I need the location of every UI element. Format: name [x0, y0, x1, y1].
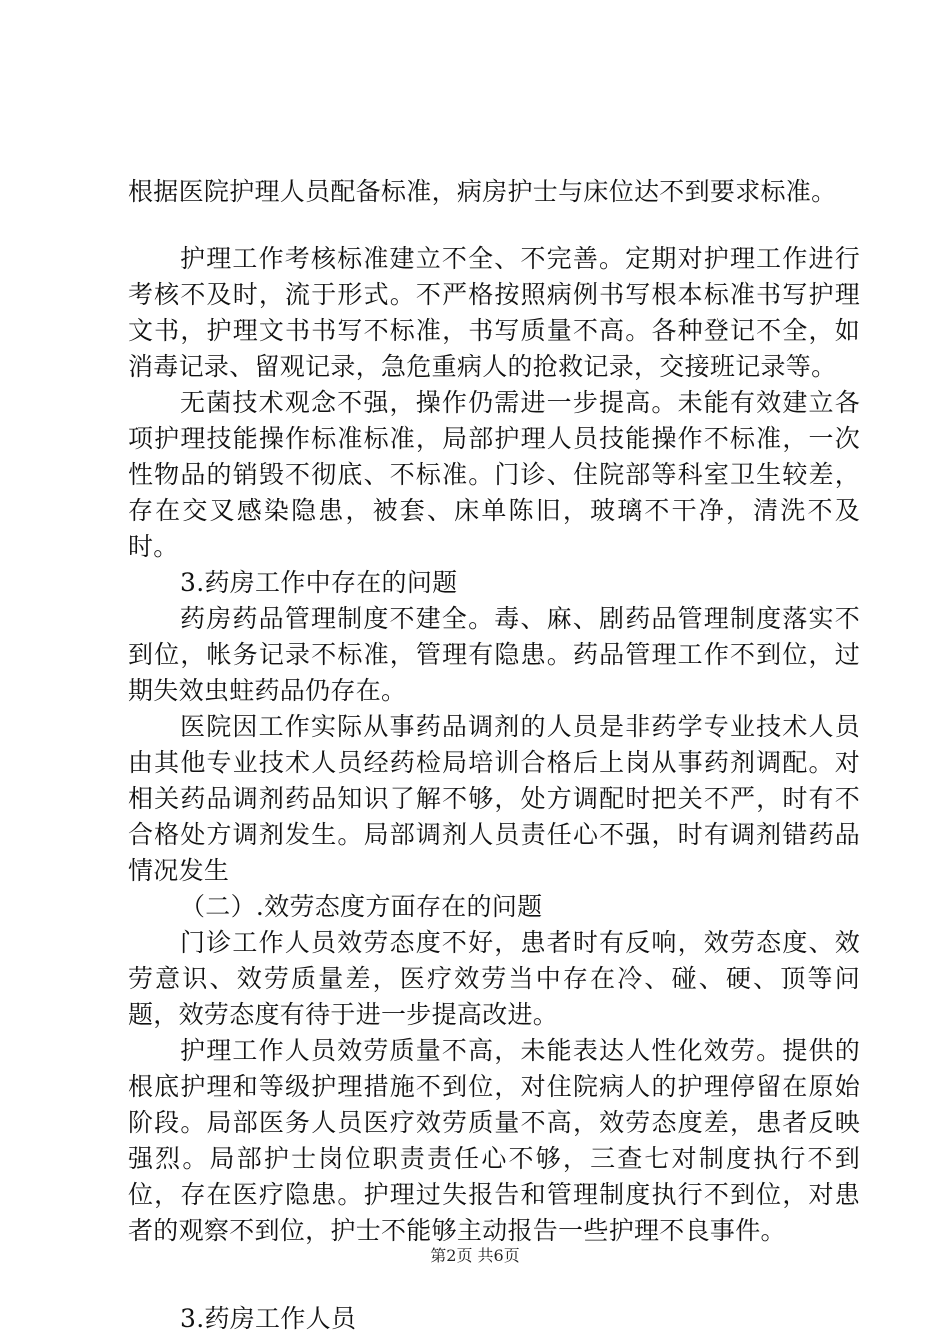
heading-pharmacy-issues: 3.药房工作中存在的问题 [180, 568, 458, 597]
paragraph-nursing-service: 护理工作人员效劳质量不高，未能表达人性化效劳。提供的根底护理和等级护理措施不到位，对住院病人的护理停留在原始阶段。局部医务人员医疗效劳质量不高，效劳态度差，患者反映强烈。局部护士岗位职责责任心不够，三查七对制度执行不到位，存在医疗隐患。护理过失报告和管理制度执行不到位，对患者的观察不到位，护士不能够主动报告一些护理不良事件。 [128, 1036, 860, 1245]
page-number-footer: 第2页 共6页 [430, 1246, 520, 1265]
paragraph-nursing-assessment: 护理工作考核标准建立不全、不完善。定期对护理工作进行考核不及时，流于形式。不严格按照病例书写根本标准书写护理文书，护理文书书写不标准，书写质量不高。各种登记不全，如消毒记录、留观记录，急危重病人的抢救记录，交接班记录等。 [128, 244, 860, 381]
document-body [128, 174, 860, 1337]
paragraph-aseptic-technique: 无菌技术观念不强，操作仍需进一步提高。未能有效建立各项护理技能操作标准标准，局部护理人员技能操作不标准，一次性物品的销毁不彻底、不标准。门诊、住院部等科室卫生较差，存在交叉感染隐患，被套、床单陈旧，玻璃不干净，清洗不及时。 [128, 388, 860, 561]
paragraph-staffing: 根据医院护理人员配备标准，病房护士与床位达不到要求标准。 [128, 177, 837, 206]
paragraph-pharmacy-management: 药房药品管理制度不建全。毒、麻、剧药品管理制度落实不到位，帐务记录不标准，管理有隐患。药品管理工作不到位，过期失效虫蛀药品仍存在。 [128, 604, 860, 705]
heading-service-attitude: （二）.效劳态度方面存在的问题 [180, 892, 543, 921]
paragraph-outpatient-service: 门诊工作人员效劳态度不好，患者时有反响，效劳态度、效劳意识、效劳质量差，医疗效劳当中存在冷、碰、硬、顶等问题，效劳态度有待于进一步提高改进。 [128, 928, 860, 1029]
heading-pharmacy-personnel: 3.药房工作人员 [180, 1304, 357, 1333]
paragraph-pharmacy-staff: 医院因工作实际从事药品调剂的人员是非药学专业技术人员由其他专业技术人员经药检局培训合格后上岗从事药剂调配。对相关药品调剂药品知识了解不够，处方调配时把关不严，时有不合格处方调剂发生。局部调剂人员责任心不强，时有调剂错药品情况发生 [128, 712, 860, 885]
